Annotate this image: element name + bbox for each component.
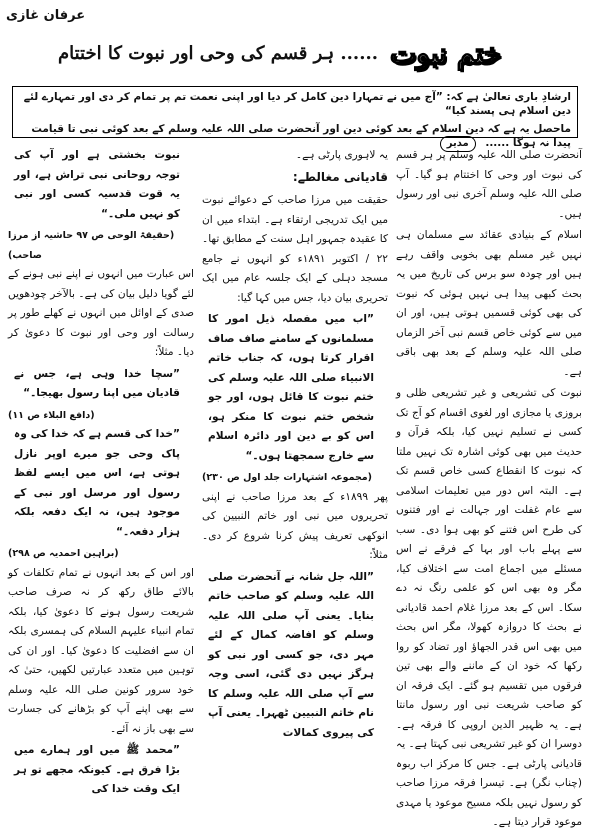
- middle-intro: یہ لاہوری پارٹی ہے۔: [295, 149, 388, 161]
- middle-quote-1: ”اب میں مفصلہ ذیل امور کا مسلمانوں کے سامنے صاف صاف اقرار کرتا ہوں، کہ جناب خاتم الانبیاء صلی اللہ علیہ وسلم کی ختم نبوت کا قائل ہوں، اور جو شخص ختم نبوت کا منکر ہو، اس کو بے دین اور دائرہ اسلام سے خارج سمجھتا ہوں۔“: [208, 313, 374, 462]
- middle-quote-2: ”اللہ جل شانہ نے آنحضرت صلی اللہ علیہ وسلم کو صاحب خاتم بنایا۔ یعنی آپ صلی اللہ علیہ وسلم کو افاضہ کمال کے لئے مہر دی، جو کسی اور نبی کو ہرگز نہیں دی گئی، اسی وجہ سے آپ صلی اللہ علیہ وسلم کا نام خاتم النبیین ٹھہرا۔ یعنی آپ کی پیروی کمالات: [208, 570, 374, 739]
- editor-tag: مدیر: [440, 136, 476, 152]
- left-quote-continued: نبوت بخشتی ہے اور آپ کی توجہ روحانی نبی تراش ہے، اور یہ قوت قدسیہ کسی اور نبی کو نہیں ملی۔“: [14, 149, 180, 220]
- column-right: [396, 146, 582, 828]
- left-quote-3: ”محمد ﷺ میں اور ہمارے میں بڑا فرق ہے۔ کیونکہ مجھے تو ہر ایک وقت خدا کی: [14, 744, 180, 795]
- left-reference-3: (براہین احمدیہ ص ۲۹۸): [8, 548, 119, 559]
- left-quote-2: ”خدا کی قسم ہے کہ خدا کی وہ پاک وحی جو میرے اوپر نازل ہوتی ہے، اس میں ایسے لفظ رسول اور مرسل اور نبی کے موجود ہیں، نہ ایک دفعہ بلکہ ہزار دفعہ۔“: [14, 428, 180, 538]
- left-paragraph-3: اور اس کے بعد انہوں نے تمام تکلفات کو بالائے طاق رکھ کر نہ صرف صاحب شریعت رسول ہونے کا دعویٰ کیا، بلکہ تمام انبیاء علیہم السلام کی ہمسری بلکہ ان سے افضلیت کا دعویٰ کیا۔ اور ان کی توہین میں متعدد عبارتیں لکھیں، حتیٰ کہ خود سرور کونین صلی اللہ علیہ وسلم سے بھی اپنے آپ کو بڑھانے کی جسارت سے بھی باز نہ آئے۔: [8, 566, 194, 735]
- headline: [58, 30, 578, 76]
- author-byline: عرفان غازی: [6, 8, 86, 23]
- left-paragraph-2: اس عبارت میں انہوں نے اپنے نبی ہونے کے لئے گویا دلیل بیان کی ہے۔ بالآخر چودھویں صدی کے اوائل میں انہوں نے کھلے طور پر رسالت اور وحی اور نبوت کا دعویٰ کر دیا۔ مثلاً:: [8, 268, 194, 358]
- section-heading: قادیانی مغالطے:: [292, 169, 388, 184]
- column-left: [8, 146, 194, 795]
- middle-paragraph-2: پھر ۱۸۹۹ء کے بعد مرزا صاحب نے اپنی تحریروں میں نبی اور خاتم النبیین کی انوکھی تعریف پیش کرنا شروع کر دی۔ مثلاً:: [202, 490, 388, 561]
- right-paragraph-3: نبوت کی تشریعی و غیر تشریعی ظلی و بروزی یا مجازی اور لغوی اقسام کو آج تک کسی نے تسلیم نہیں کیا، بلکہ قرآن و حدیث میں بھی کوئی اشارہ تک نہیں ملتا کہ نبوت کا انقطاع کسی خاص قسم تک ہے۔ البتہ اس دور میں تعلیمات اسلامی سے عام غفلت اور جہالت نے اور فتنوں کی طرح اس فتنے کو بھی ہوا دی۔ سب سے پہلے باب اور بہا کے فرقے نے اس مسئلے میں اجماع امت سے اختلاف کیا، مگر وہ بھی اس کو علمی رنگ نہ دے سکا۔ اس کے بعد مرزا غلام احمد قادیانی نے بحث کا دروازہ کھولا، مگر اس بحث میں بھی اس قدر الجھاؤ اور تضاد کو روا رکھا کہ خود ان کے ماننے والے بھی تین فرقوں میں تقسیم ہو گئے۔ ایک فرقہ ان کو صاحب شریعت نبی اور رسول مانتا ہے۔ یہ ظہیر الدین اروپی کا فرقہ ہے۔ دوسرا ان کو غیر تشریعی نبی کہتا ہے۔ یہ قادیانی پارٹی ہے۔ جس کا مرکز اب ربوہ (چناب نگر) ہے۔ تیسرا فرقہ مرزا صاحب کو رسول نہیں بلکہ مسیح موعود یا مہدی موعود قرار دیتا ہے۔: [396, 387, 582, 828]
- headline-subtitle: ...... ہر قسم کی وحی اور نبوت کا اختتام: [58, 42, 378, 64]
- quote-line-1: ارشادِ باری تعالیٰ ہے کہ: ”آج میں نے تمہارا دین کامل کر دیا اور اپنی نعمت تم پر تمام کر دی اور تمہارے لئے دین اسلام ہی پسند کیا“: [23, 91, 571, 117]
- column-middle: [202, 146, 388, 751]
- article-columns: [8, 146, 582, 828]
- middle-reference-1: (مجموعہ اشتہارات جلد اول ص ۲۳۰): [202, 472, 373, 483]
- quote-line-2-text: ماحصل یہ ہے کہ دین اسلام کے بعد کوئی دین اور آنحضرت صلی اللہ علیہ وسلم کے بعد کوئی نبی تا قیامت پیدا نہ ہوگا ......: [31, 123, 571, 149]
- left-reference-1: (حقیقۃ الوحی ص ۹۷ حاشیہ از مرزا صاحب): [8, 230, 175, 261]
- right-paragraph-2: اسلام کے بنیادی عقائد سے مسلمان ہی نہیں غیر مسلم بھی بخوبی واقف رہے ہیں اور چودہ سو برس کی تاریخ میں یہ بحث کبھی پیدا ہی نہیں ہوئی کہ نبوت کی بھی کوئی قسمیں ہوتی ہیں، اور ان میں سے کوئی خاص قسم نبی آخر الزماں صلی اللہ علیہ وسلم کے بعد بھی باقی ہے۔: [396, 229, 582, 378]
- headline-main: ختم نبوت: [390, 36, 502, 70]
- left-quote-1: ”سچا خدا وہی ہے، جس نے قادیان میں اپنا رسول بھیجا۔“: [14, 367, 180, 399]
- left-reference-2: (دافع البلاء ص ۱۱): [8, 409, 95, 421]
- quote-box: [12, 86, 578, 149]
- middle-paragraph-1: حقیقت میں مرزا صاحب کے دعوائے نبوت میں ایک تدریجی ارتقاء ہے۔ ابتداء میں ان کا عقیدہ جمہور اہل سنت کے مطابق تھا۔ ۲۲ / اکتوبر ۱۸۹۱ء کو انہوں نے جامع مسجد دہلی کے ایک جلسہ عام میں ایک تحریری بیان دیا، جس میں کہا گیا:: [202, 194, 388, 304]
- right-paragraph-1: آنحضرت صلی اللہ علیہ وسلم پر ہر قسم کی نبوت اور وحی کا اختتام ہو گیا۔ آپ صلی اللہ علیہ وسلم آخری نبی اور رسول ہیں۔: [396, 149, 582, 220]
